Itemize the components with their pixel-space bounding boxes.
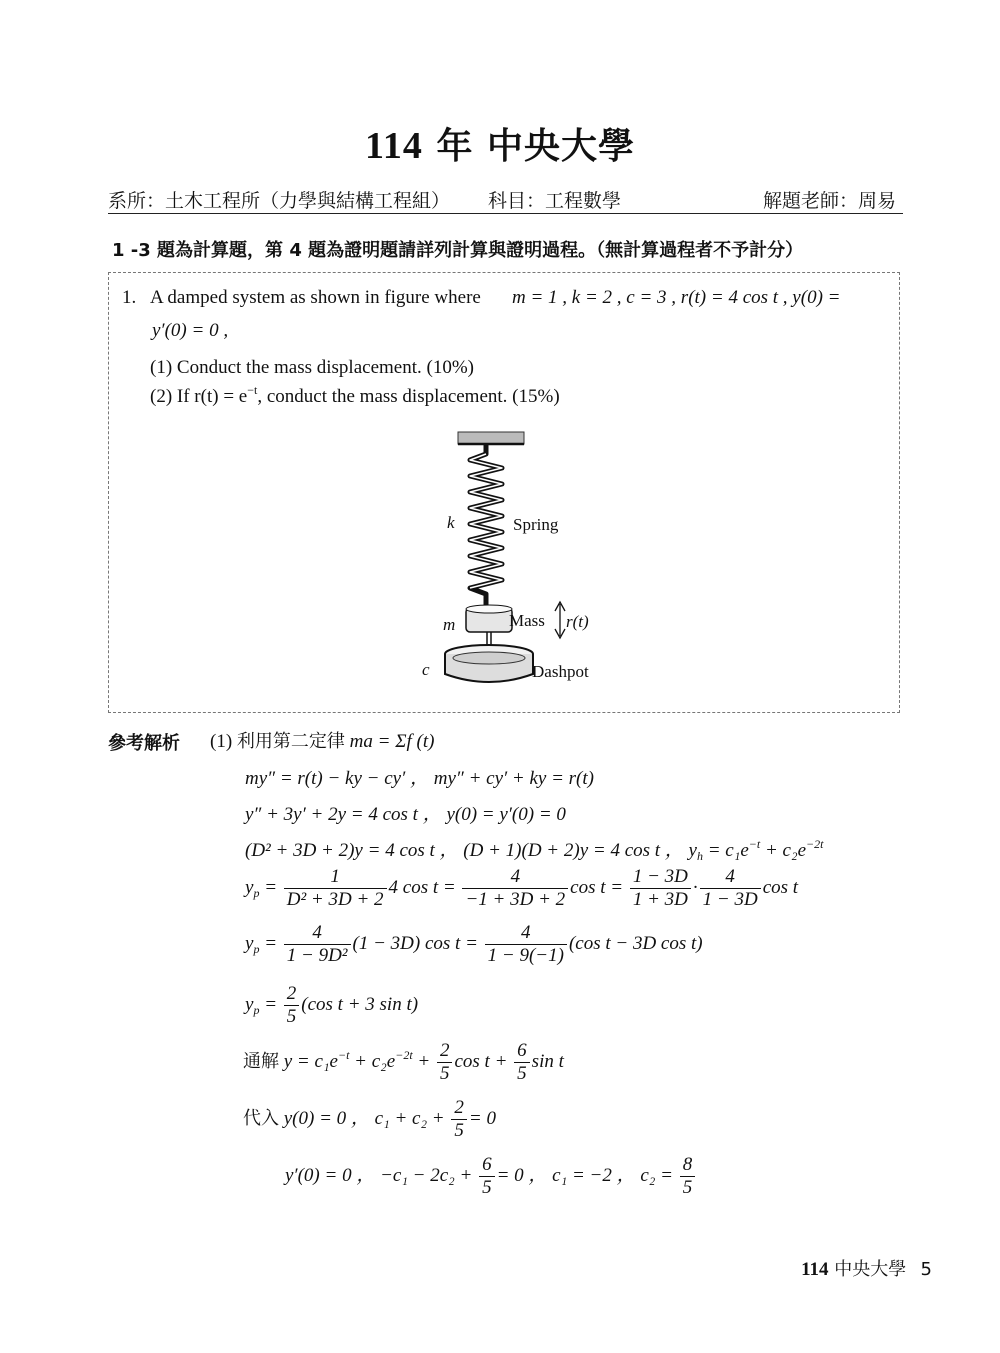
solution-step-5: $y_p$ = $\frac{4}{\text{1 − 9D²}}$ (1 − 3D) cos t = $\frac{4}{1 - 9(-1)}$ (cos t − 3D cos t) <box>245 922 703 966</box>
solution-step-4: $y_p$ = $\frac{1}{\text{D² + 3D + 2}}$ 4 cos t = $\frac{4}{-1 + 3D + 2}$ cos t = $\frac{1 - 3D}{1 + 3D}$ · $\frac{4}{1 - 3D}$ cos t <box>245 866 799 910</box>
solution-step-6: $y_p$ = $\frac{2}{5}$ (cos t + 3 sin t) <box>245 983 419 1027</box>
page-title: 114 年 中央大學 <box>365 125 635 167</box>
label-spring: Spring <box>513 515 559 534</box>
label-dashpot: Dashpot <box>532 662 589 681</box>
fraction: $\frac{6}{5}$ <box>514 1040 530 1085</box>
page-footer: 114 中央大學 5 <box>801 1259 932 1280</box>
label-m: m <box>443 615 456 634</box>
question-part-2: (2) If $r(t) = e^{-t}$, conduct the mass displacement. (15%) <box>150 383 560 407</box>
solution-step-2: y″ + 3y′ + 2y = 4 cos t ， y(0) = y′(0) = 0 <box>245 804 566 825</box>
fraction: $\frac{1 - 3D}{1 + 3D}$ <box>630 866 691 911</box>
teacher-label: 解題老師：周易 <box>763 190 897 212</box>
label-k: k <box>447 513 455 532</box>
fraction: $\frac{2}{5}$ <box>437 1040 453 1085</box>
solution-step-3: (D² + 3D + 2)y = 4 cos t ， (D + 1)(D + 2)y = 4 cos t ， $y_h = c_1e^{-t} + c_2e^{-2t}$ <box>245 837 824 863</box>
subject-label: 科目：工程數學 <box>488 190 622 212</box>
question-params: m = 1 , k = 2 , c = 3 , r(t) = 4 cos t , y(0) = <box>512 287 841 308</box>
fraction: $\frac{2}{5}$ <box>451 1097 467 1142</box>
question-params-2: y′(0) = 0 , <box>152 320 229 341</box>
fraction: $\frac{6}{5}$ <box>479 1154 495 1199</box>
page-number: 5 <box>920 1259 932 1280</box>
fraction: $\frac{4}{-1 + 3D + 2}$ <box>462 866 568 911</box>
initial-condition-2: y′(0) = 0 ， −c₁ − 2c₂ + $\frac{6}{5}$ = 0 ， c₁ = −2 ， c₂ = $\frac{8}{5}$ <box>285 1154 697 1199</box>
ceiling-support <box>458 432 524 444</box>
fraction: $\frac{4}{1 - 9(-1)}$ <box>485 922 567 967</box>
header-rule <box>108 213 903 214</box>
initial-condition-1: 代入 y(0) = 0 ， c₁ + c₂ + $\frac{2}{5}$ = 0 <box>243 1097 496 1141</box>
fraction: $\frac{8}{5}$ <box>680 1154 696 1199</box>
fraction: $\frac{4}{1 - 3D}$ <box>700 866 761 911</box>
solution-label: 參考解析 <box>108 733 180 754</box>
fraction: $\frac{1}{\text{D² + 3D + 2}}$ <box>284 866 387 911</box>
spring-mass-dashpot-figure <box>410 428 630 698</box>
general-solution: 通解 $y = c_1e^{-t} + c_2e^{-2t}$ + $\frac{2}{5}$ cos t + $\frac{6}{5}$ sin t <box>243 1040 564 1084</box>
instructions: 1 -3 題為計算題，第 4 題為證明題請詳列計算與證明過程。（無計算過程者不予計分） <box>112 240 804 261</box>
question-intro: A damped system as shown in figure where <box>150 287 481 308</box>
solution-step-1: my″ = r(t) − ky − cy′ ， my″ + cy′ + ky = r(t) <box>245 768 594 789</box>
label-force: r(t) <box>566 612 589 631</box>
question-number: 1. <box>122 287 137 308</box>
label-c: c <box>422 660 430 679</box>
question-part-1: (1) Conduct the mass displacement. (10%) <box>150 357 474 378</box>
label-mass: Mass <box>509 611 545 630</box>
fraction: $\frac{4}{\text{1 − 9D²}}$ <box>284 922 351 967</box>
fraction: $\frac{2}{5}$ <box>284 983 300 1028</box>
department-label: 系所：土木工程所（力學與結構工程組） <box>108 190 451 212</box>
solution-step-0: (1) 利用第二定律 ma = Σf (t) <box>210 731 435 752</box>
